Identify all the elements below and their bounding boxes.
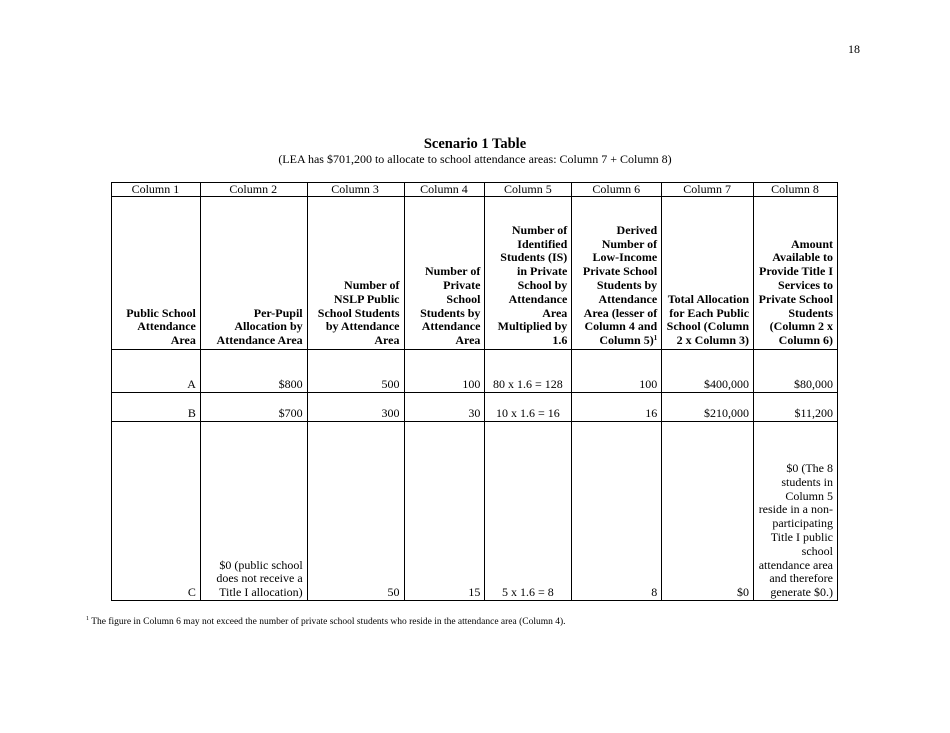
header-private-students: Number of Private School Students by Attendance Area (404, 197, 485, 350)
header-total-allocation: Total Allocation for Each Public School (Column 2 x Column 3) (662, 197, 754, 350)
footnote (86, 617, 566, 627)
column-number-3: Column 3 (307, 183, 404, 197)
cell-derived: 16 (572, 393, 662, 422)
column-number-5: Column 5 (485, 183, 572, 197)
cell-available: $80,000 (754, 350, 838, 393)
table-row (112, 393, 838, 422)
column-number-2: Column 2 (200, 183, 307, 197)
cell-is-multiplied: 10 x 1.6 = 16 (485, 393, 572, 422)
header-amount-available: Amount Available to Provide Title I Services to Private School Students (Column 2 x Column 6) (754, 197, 838, 350)
cell-derived: 8 (572, 422, 662, 601)
header-attendance-area: Public School Attendance Area (112, 197, 201, 350)
column-number-8: Column 8 (754, 183, 838, 197)
cell-per-pupil: $700 (200, 393, 307, 422)
cell-per-pupil: $0 (public school does not receive a Title I allocation) (200, 422, 307, 601)
scenario-table (111, 182, 838, 601)
cell-nslp: 50 (307, 422, 404, 601)
column-number-6: Column 6 (572, 183, 662, 197)
cell-total: $0 (662, 422, 754, 601)
cell-area: C (112, 422, 201, 601)
footnote-reference: 1 (653, 334, 658, 343)
header-nslp-students: Number of NSLP Public School Students by Attendance Area (307, 197, 404, 350)
cell-area: A (112, 350, 201, 393)
column-number-7: Column 7 (662, 183, 754, 197)
table-subtitle: (LEA has $701,200 to allocate to school attendance areas: Column 7 + Column 8) (278, 152, 672, 166)
cell-derived: 100 (572, 350, 662, 393)
cell-private: 30 (404, 393, 485, 422)
cell-private: 100 (404, 350, 485, 393)
header-identified-students: Number of Identified Students (IS) in Private School by Attendance Area Multiplied by 1.6 (485, 197, 572, 350)
cell-available: $11,200 (754, 393, 838, 422)
page-number: 18 (848, 42, 860, 56)
header-derived-text: Derived Number of Low-Income Private School Students by Attendance Area (lesser of Column 4 and Column 5) (582, 222, 658, 348)
header-row (112, 197, 838, 350)
header-per-pupil-allocation: Per-Pupil Allocation by Attendance Area (200, 197, 307, 350)
cell-area: B (112, 393, 201, 422)
header-derived-low-income (572, 197, 662, 350)
cell-is-multiplied: 80 x 1.6 = 128 (485, 350, 572, 393)
table-row (112, 422, 838, 601)
column-number-1: Column 1 (112, 183, 201, 197)
cell-total: $400,000 (662, 350, 754, 393)
table-title: Scenario 1 Table (423, 136, 527, 152)
cell-nslp: 300 (307, 393, 404, 422)
cell-total: $210,000 (662, 393, 754, 422)
column-number-4: Column 4 (404, 183, 485, 197)
footnote-text: The figure in Column 6 may not exceed the number of private school students who reside in the attendance area (Column 4). (91, 617, 566, 627)
cell-nslp: 500 (307, 350, 404, 393)
cell-per-pupil: $800 (200, 350, 307, 393)
cell-available: $0 (The 8 students in Column 5 reside in a non-participating Title I public school attendance area and therefore generate $0.) (754, 422, 838, 601)
footnote-mark: 1 (86, 616, 89, 622)
cell-is-multiplied: 5 x 1.6 = 8 (485, 422, 572, 601)
table-row (112, 350, 838, 393)
cell-private: 15 (404, 422, 485, 601)
column-number-row (112, 183, 838, 197)
